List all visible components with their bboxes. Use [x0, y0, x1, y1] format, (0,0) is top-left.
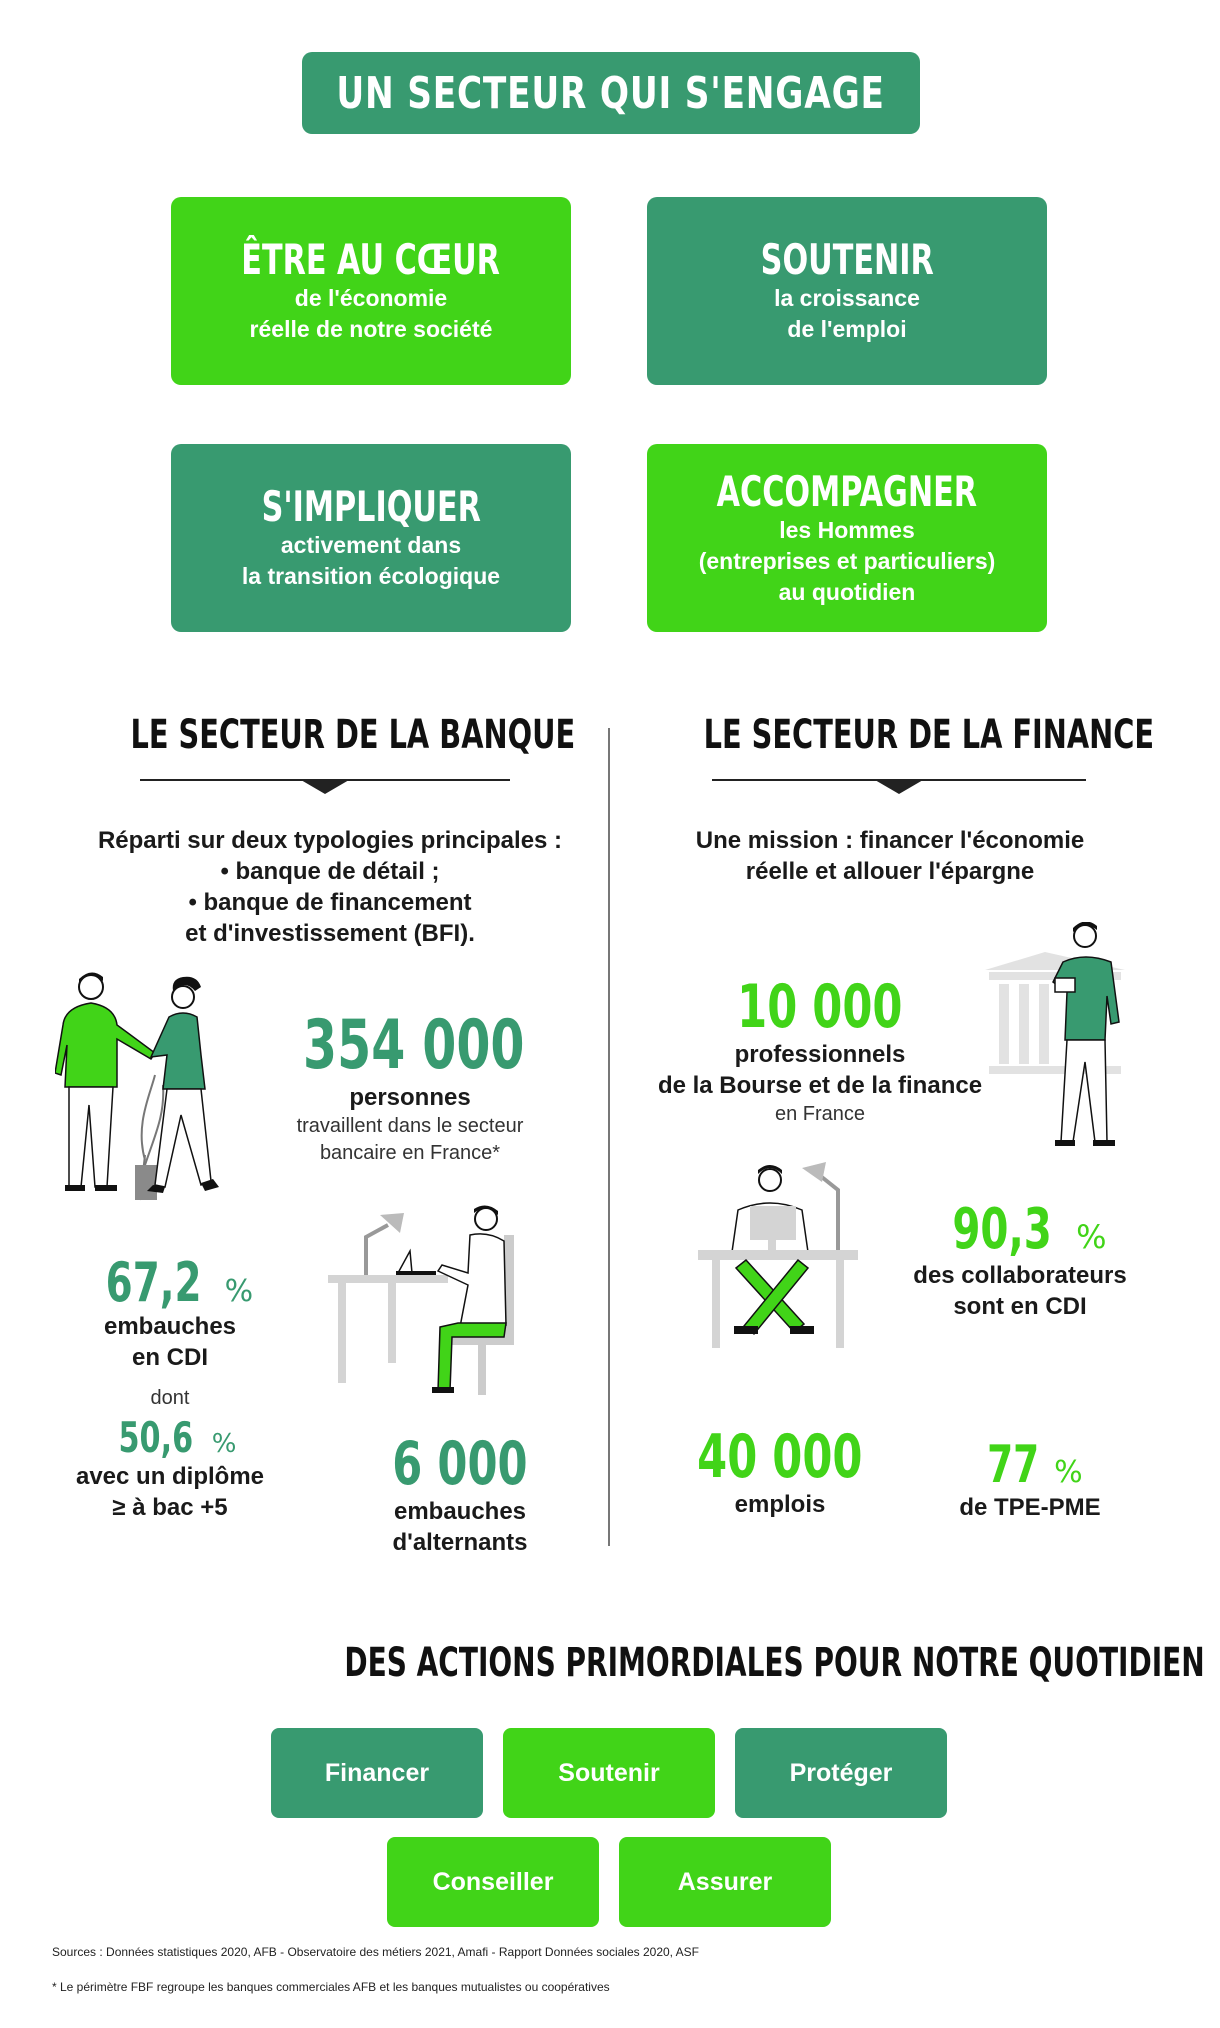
- stat-label: embauches: [393, 1498, 527, 1525]
- card-soutenir: [647, 197, 1047, 385]
- stat-label: en CDI: [131, 1344, 208, 1371]
- stat-unit: %: [1054, 1455, 1083, 1490]
- assurer-button[interactable]: Assurer: [619, 1837, 831, 1927]
- card-heading: S'IMPLIQUER: [261, 482, 481, 531]
- card-text: la croissance: [774, 285, 920, 311]
- banque-pointer-icon: [301, 780, 349, 794]
- stat-label: ≥ à bac +5: [112, 1494, 228, 1521]
- actions-title: [160, 1640, 1205, 1686]
- card-coeur: [171, 197, 571, 385]
- stat-value: 67,2: [105, 1251, 202, 1314]
- couple-illustration-icon: [55, 965, 245, 1205]
- proteger-button[interactable]: Protéger: [735, 1728, 947, 1818]
- stat-label: de TPE-PME: [959, 1494, 1101, 1521]
- desk-worker-illustration-icon: [328, 1205, 528, 1395]
- stat-label: de la Bourse et de la finance: [657, 1072, 983, 1099]
- stat-label: avec un diplôme: [75, 1463, 265, 1490]
- stat-label: professionnels: [734, 1041, 906, 1068]
- finance-professional-illustration-icon: [985, 922, 1145, 1152]
- finance-stat-professionals: [640, 972, 1000, 1128]
- intro-line: et d'investissement (BFI).: [185, 920, 475, 947]
- finance-stat-cdi: [880, 1197, 1160, 1322]
- card-text: la transition écologique: [241, 563, 501, 589]
- intro-line: Réparti sur deux typologies principales :: [97, 827, 563, 854]
- finance-intro: [630, 825, 1150, 887]
- actions-title-text: DES ACTIONS PRIMORDIALES POUR NOTRE QUOTIDIEN: [344, 1640, 1205, 1686]
- card-accompagner: [647, 444, 1047, 632]
- finance-title-text: LE SECTEUR DE LA FINANCE: [703, 712, 1155, 758]
- card-text: au quotidien: [778, 578, 916, 605]
- stat-value: 90,3: [952, 1197, 1053, 1262]
- stat-label: embauches: [103, 1313, 237, 1340]
- footer-note: * Le périmètre FBF regroupe les banques commerciales AFB et les banques mutualistes ou coopératives: [52, 1980, 610, 1994]
- card-text: de l'économie: [294, 285, 448, 311]
- card-text: (entreprises et particuliers): [698, 547, 996, 574]
- banque-stat-cdi: [60, 1251, 280, 1412]
- card-text: activement dans: [280, 532, 462, 558]
- stat-unit: %: [211, 1429, 237, 1459]
- card-text: de l'emploi: [787, 316, 907, 342]
- intro-line: Une mission : financer l'économie: [695, 827, 1085, 854]
- stat-unit: %: [224, 1274, 254, 1309]
- finance-desk-illustration-icon: [698, 1160, 858, 1350]
- stat-value: 10 000: [737, 972, 903, 1042]
- stat-value: 50,6: [118, 1413, 193, 1462]
- stat-value: 354 000: [303, 1006, 525, 1085]
- card-text: réelle de notre société: [249, 316, 493, 342]
- intro-line: • banque de financement: [188, 889, 472, 916]
- intro-line: réelle et allouer l'épargne: [745, 858, 1035, 885]
- card-text: les Hommes: [779, 516, 915, 543]
- stat-value: 77: [987, 1435, 1040, 1495]
- financer-button[interactable]: Financer: [271, 1728, 483, 1818]
- section-divider: [608, 728, 610, 1546]
- card-heading: SOUTENIR: [760, 235, 934, 284]
- stat-detail: travaillent dans le secteur: [296, 1115, 524, 1137]
- title-banner: [302, 52, 920, 134]
- page-title: UN SECTEUR QUI S'ENGAGE: [336, 67, 886, 119]
- finance-pointer-icon: [875, 780, 923, 794]
- intro-line: • banque de détail ;: [220, 858, 440, 885]
- stat-label: emplois: [734, 1491, 826, 1518]
- stat-value: 40 000: [697, 1422, 863, 1492]
- card-heading: ACCOMPAGNER: [716, 466, 978, 516]
- stat-label: d'alternants: [392, 1529, 528, 1556]
- banque-intro: [60, 825, 600, 949]
- stat-label: des collaborateurs: [913, 1262, 1127, 1289]
- card-impliquer: [171, 444, 571, 632]
- banque-stat-alternants: [340, 1429, 580, 1558]
- stat-detail: en France: [774, 1103, 866, 1125]
- stat-label: personnes: [349, 1084, 471, 1111]
- finance-stat-tpe: [920, 1435, 1140, 1523]
- banque-stat-employees: [260, 1006, 560, 1167]
- stat-value: 6 000: [392, 1429, 528, 1499]
- banque-stat-diploma: [50, 1415, 290, 1523]
- banque-title-text: LE SECTEUR DE LA BANQUE: [130, 712, 576, 758]
- banque-section-title: [44, 712, 604, 758]
- footer-sources: Sources : Données statistiques 2020, AFB - Observatoire des métiers 2021, Amafi - Rapport Données sociales 2020, ASF: [52, 1945, 700, 1959]
- stat-detail: bancaire en France*: [319, 1142, 501, 1164]
- stat-unit: %: [1076, 1218, 1107, 1256]
- conseiller-button[interactable]: Conseiller: [387, 1837, 599, 1927]
- finance-stat-jobs: [660, 1422, 900, 1520]
- stat-label: sont en CDI: [953, 1293, 1087, 1320]
- card-heading: ÊTRE AU CŒUR: [241, 235, 501, 284]
- stat-connector: dont: [150, 1387, 190, 1409]
- soutenir-button[interactable]: Soutenir: [503, 1728, 715, 1818]
- finance-section-title: [616, 712, 1176, 758]
